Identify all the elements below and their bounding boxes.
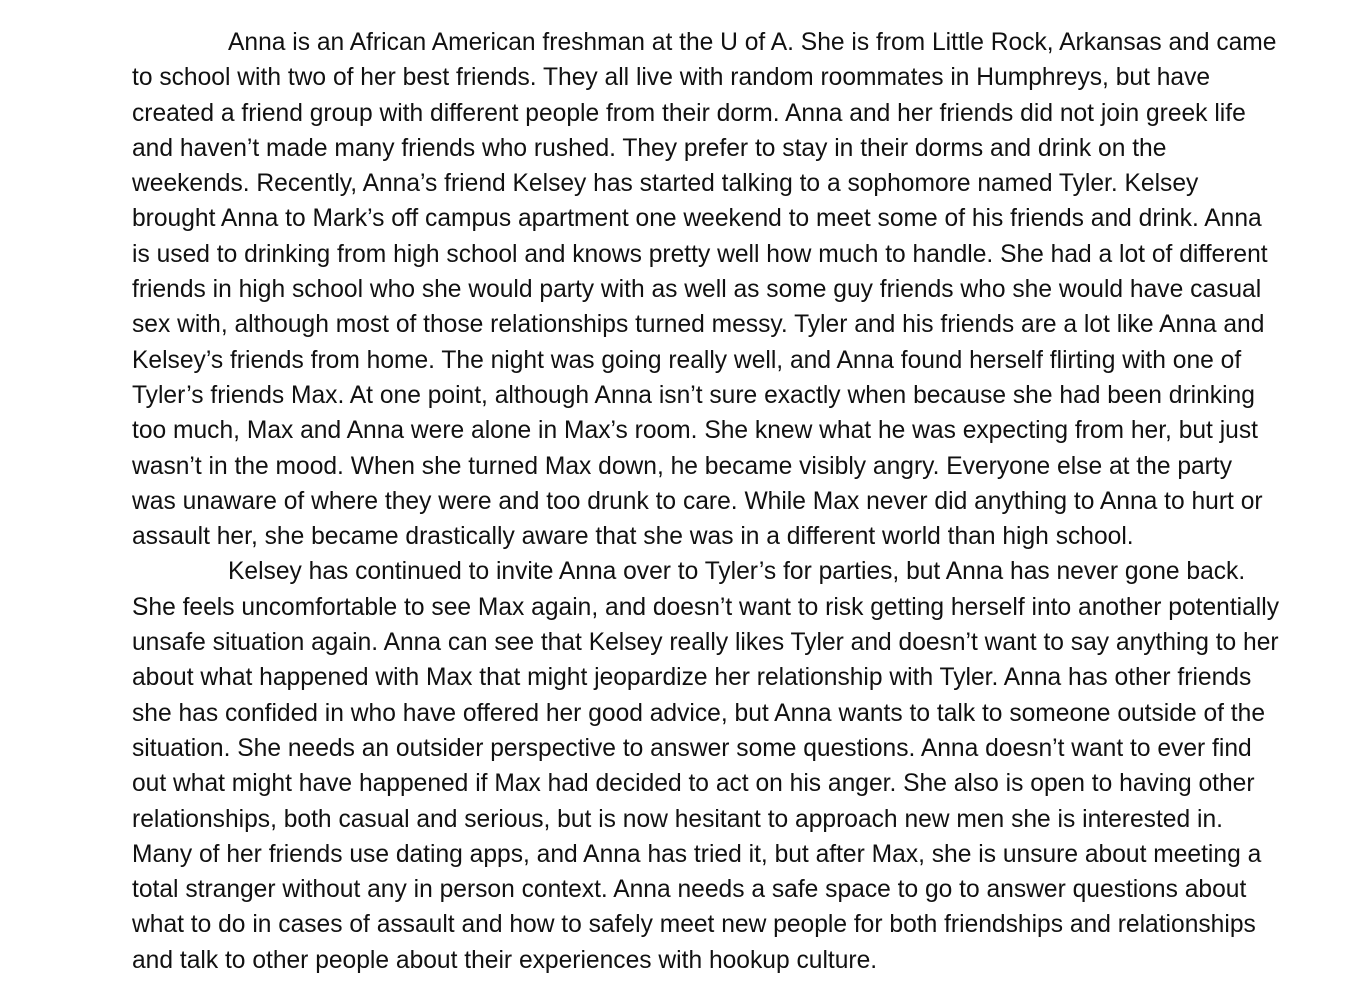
text-line: and haven’t made many friends who rushed. They prefer to stay in their dorms and drink on the xyxy=(132,134,1167,162)
text-line: she has confided in who have offered her good advice, but Anna wants to talk to someone outside of the xyxy=(132,699,1265,727)
text-line: was unaware of where they were and too drunk to care. While Max never did anything to Anna to hurt or xyxy=(132,487,1263,515)
paragraph-1 xyxy=(36,25,1336,554)
text-line: sex with, although most of those relationships turned messy. Tyler and his friends are a lot like Anna and xyxy=(132,311,1265,339)
paragraph-2 xyxy=(36,554,1336,978)
text-line: total stranger without any in person context. Anna needs a safe space to go to answer questions about xyxy=(132,876,1247,904)
text-line: friends in high school who she would party with as well as some guy friends who she would have casual xyxy=(132,276,1262,304)
text-line: and talk to other people about their experiences with hookup culture. xyxy=(132,946,878,974)
text-line: is used to drinking from high school and knows pretty well how much to handle. She had a lot of different xyxy=(132,240,1268,268)
text-line: Anna is an African American freshman at the U of A. She is from Little Rock, Arkansas and came xyxy=(228,29,1277,56)
text-line: assault her, she became drastically aware that she was in a different world than high school. xyxy=(132,523,1134,551)
text-line: Many of her friends use dating apps, and Anna has tried it, but after Max, she is unsure about meeting a xyxy=(132,840,1262,868)
text-line: about what happened with Max that might jeopardize her relationship with Tyler. Anna has other friends xyxy=(132,664,1252,692)
document-page xyxy=(36,25,1336,978)
text-line: brought Anna to Mark’s off campus apartment one weekend to meet some of his friends and drink. Anna xyxy=(132,205,1262,233)
text-line: created a friend group with different people from their dorm. Anna and her friends did not join greek life xyxy=(132,99,1246,127)
text-line: Tyler’s friends Max. At one point, although Anna isn’t sure exactly when because she had been drinking xyxy=(132,381,1255,409)
text-line: to school with two of her best friends. They all live with random roommates in Humphreys, but have xyxy=(132,64,1211,92)
text-line: too much, Max and Anna were alone in Max’s room. She knew what he was expecting from her, but just xyxy=(132,417,1258,445)
text-line: situation. She needs an outsider perspective to answer some questions. Anna doesn’t want to ever find xyxy=(132,734,1252,762)
text-line: relationships, both casual and serious, but is now hesitant to approach new men she is interested in. xyxy=(132,805,1223,833)
text-line: out what might have happened if Max had decided to act on his anger. She also is open to having other xyxy=(132,770,1255,798)
text-line: Kelsey has continued to invite Anna over to Tyler’s for parties, but Anna has never gone back. xyxy=(228,558,1246,586)
text-line: wasn’t in the mood. When she turned Max down, he became visibly angry. Everyone else at the party xyxy=(132,452,1233,480)
text-line: Kelsey’s friends from home. The night was going really well, and Anna found herself flirting with one of xyxy=(132,346,1242,374)
text-line: She feels uncomfortable to see Max again, and doesn’t want to risk getting herself into another potentially xyxy=(132,593,1280,621)
text-line: unsafe situation again. Anna can see that Kelsey really likes Tyler and doesn’t want to say anything to her xyxy=(132,629,1279,657)
text-line: weekends. Recently, Anna’s friend Kelsey has started talking to a sophomore named Tyler. Kelsey xyxy=(132,170,1199,198)
text-line: what to do in cases of assault and how to safely meet new people for both friendships and relationships xyxy=(132,911,1256,939)
